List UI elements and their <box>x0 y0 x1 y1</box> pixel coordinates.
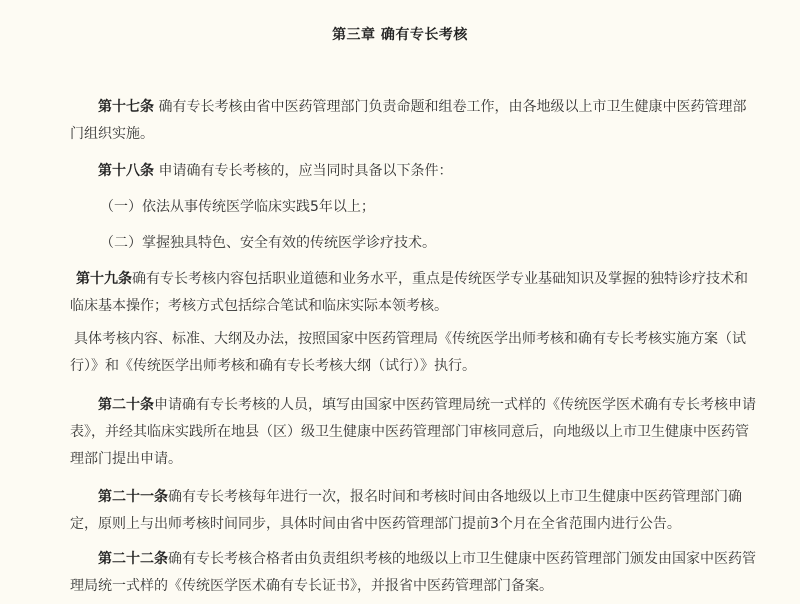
article-heading: 第二十条 <box>98 397 154 413</box>
article-text: 具体考核内容、标准、大纲及办法，按照国家中医药管理局《传统医学出师考核和确有专长考核实施方案（试行）》和《传统医学出师考核和确有专长考核大纲（试行）》执行。 <box>70 331 746 374</box>
condition-text: （二）掌握独具特色、安全有效的传统医学诊疗技术。 <box>100 235 436 251</box>
article-text: 确有专长考核内容包括职业道德和业务水平，重点是传统医学专业基础知识及掌握的独特诊疗技术和临床基本操作；考核方式包括综合笔试和临床实际本领考核。 <box>70 271 748 314</box>
article-22 <box>70 546 760 600</box>
article-text: 申请确有专长考核的人员，填写由国家中医药管理局统一式样的《传统医学医术确有专长考核申请表》，并经其临床实践所在地县（区）级卫生健康中医药管理部门审核同意后，向地级以上市卫生健康中医药管理部门提出申请。 <box>70 397 756 467</box>
article-19-detail <box>70 326 760 380</box>
article-text: 确有专长考核合格者由负责组织考核的地级以上市卫生健康中医药管理部门颁发由国家中医药管理局统一式样的《传统医学医术确有专长证书》，并报省中医药管理部门备案。 <box>70 551 756 594</box>
article-heading: 第二十一条 <box>98 489 168 505</box>
article-heading: 第二十二条 <box>98 551 168 567</box>
article-17 <box>70 94 760 148</box>
condition-item-1 <box>70 194 760 221</box>
article-heading: 第十九条 <box>76 271 132 287</box>
article-text: 申请确有专长考核的，应当同时具备以下条件： <box>154 163 453 179</box>
article-20 <box>70 392 760 473</box>
article-heading: 第十七条 <box>98 99 154 115</box>
article-text: 确有专长考核由省中医药管理部门负责命题和组卷工作，由各地级以上市卫生健康中医药管理部门组织实施。 <box>70 99 747 142</box>
chapter-title: 第三章 确有专长考核 <box>332 27 468 43</box>
article-19 <box>70 266 760 320</box>
condition-text: （一）依法从事传统医学临床实践5年以上； <box>100 199 375 215</box>
article-18 <box>70 158 760 185</box>
article-heading: 第十八条 <box>98 163 154 179</box>
article-text: 确有专长考核每年进行一次，报名时间和考核时间由各地级以上市卫生健康中医药管理部门确定，原则上与出师考核时间同步，具体时间由省中医药管理部门提前3个月在全省范围内进行公告。 <box>70 489 742 532</box>
condition-item-2 <box>70 230 760 257</box>
article-21 <box>70 484 760 538</box>
